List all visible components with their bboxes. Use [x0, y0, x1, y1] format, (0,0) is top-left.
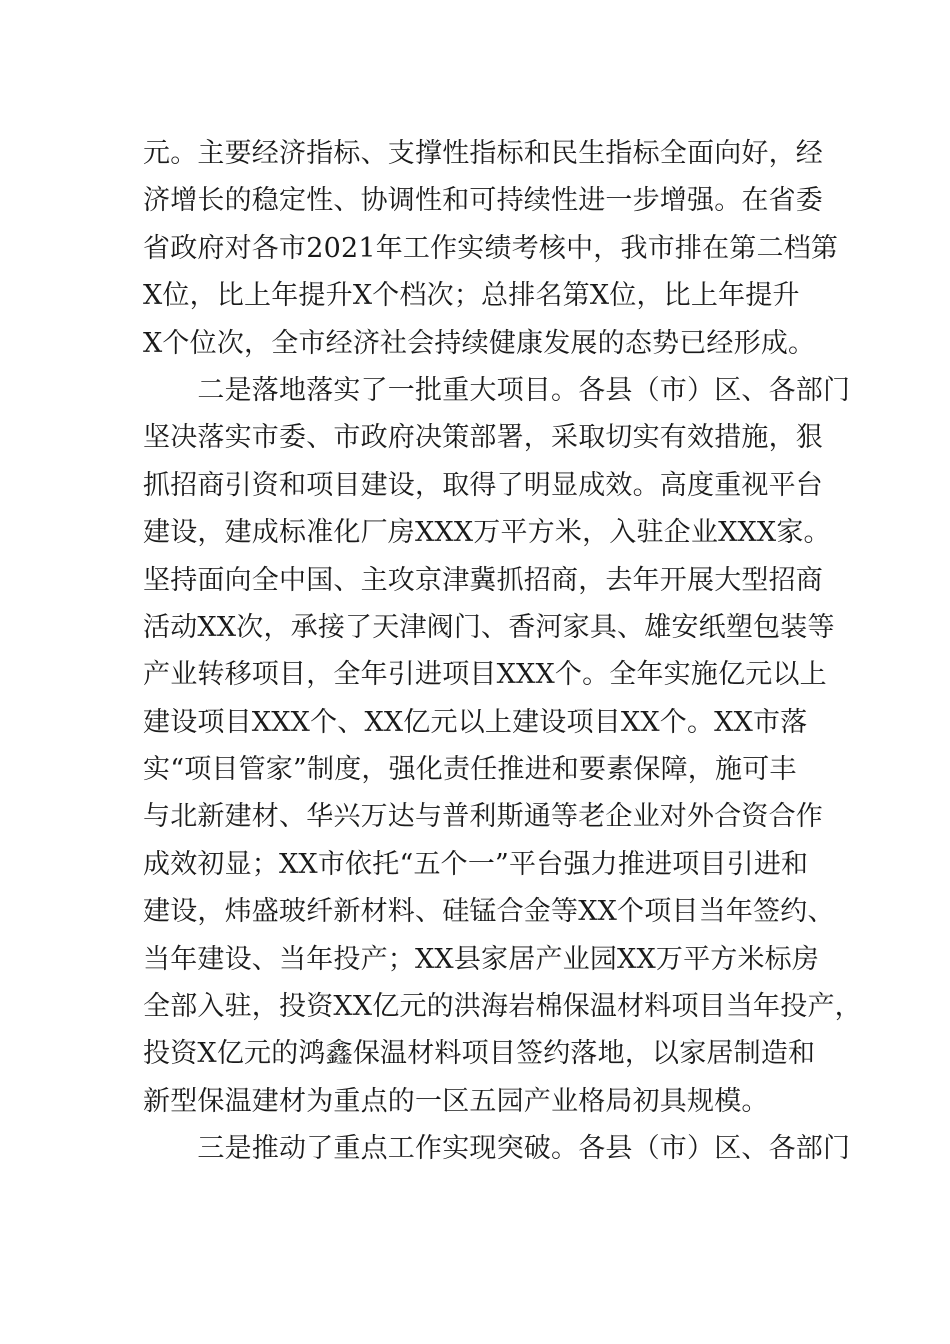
- text-line: 抓招商引资和项目建设，取得了明显成效。高度重视平台: [143, 469, 823, 501]
- text-line: 新型保温建材为重点的一区五园产业格局初具规模。: [143, 1085, 769, 1117]
- text-line: 济增长的稳定性、协调性和可持续性进一步增强。在省委: [143, 185, 823, 217]
- text-line: X个位次，全市经济社会持续健康发展的态势已经形成。: [143, 327, 816, 359]
- text-line: 省政府对各市2021年工作实绩考核中，我市排在第二档第: [143, 232, 839, 264]
- text-line: X位，比上年提升X个档次；总排名第X位，比上年提升: [143, 280, 800, 312]
- text-line: 成效初显；XX市依托“五个一”平台强力推进项目引进和: [143, 848, 809, 880]
- text-line: 二是落地落实了一批重大项目。各县（市）区、各部门: [143, 374, 851, 406]
- text-line: 元。主要经济指标、支撑性指标和民生指标全面向好，经: [143, 138, 823, 169]
- text-line: 与北新建材、华兴万达与普利斯通等老企业对外合资合作: [143, 801, 823, 833]
- text-line: 坚决落实市委、市政府决策部署，采取切实有效措施，狠: [143, 422, 823, 454]
- text-line: 当年建设、当年投产；XX县家居产业园XX万平方米标房: [143, 943, 820, 975]
- text-line: 产业转移项目，全年引进项目XXX个。全年实施亿元以上: [143, 659, 827, 691]
- text-line: 活动XX次，承接了天津阀门、香河家具、雄安纸塑包装等: [143, 611, 835, 643]
- text-line: 建设，炜盛玻纤新材料、硅锰合金等XX个项目当年签约、: [143, 896, 835, 928]
- text-line: 建设，建成标准化厂房XXX万平方米，入驻企业XXX家。: [143, 517, 831, 549]
- text-line: 三是推动了重点工作实现突破。各县（市）区、各部门: [143, 1133, 851, 1165]
- text-line: 实“项目管家”制度，强化责任推进和要素保障，施可丰: [143, 754, 797, 786]
- text-line: 建设项目XXX个、XX亿元以上建设项目XX个。XX市落: [143, 706, 808, 738]
- text-line: 投资X亿元的鸿鑫保温材料项目签约落地，以家居制造和: [143, 1038, 816, 1070]
- text-line: 全部入驻，投资XX亿元的洪海岩棉保温材料项目当年投产，: [143, 991, 862, 1023]
- body-text: [143, 130, 862, 1173]
- text-line: 坚持面向全中国、主攻京津冀抓招商，去年开展大型招商: [143, 564, 823, 596]
